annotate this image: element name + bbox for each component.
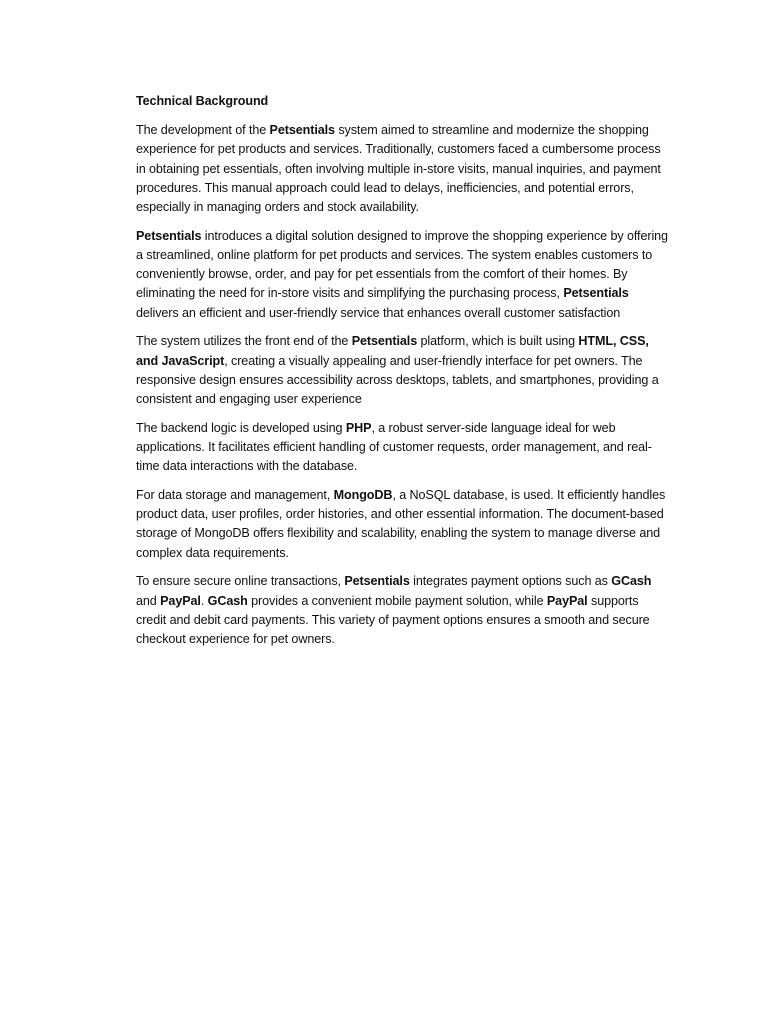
paragraph-text: , a NoSQL database, is used. It efficiently handles product data, user profiles, order histories, and other essential information. The document-based storage of MongoDB offers flexibility and scalability, enabling the system to manage diverse and complex data requirements. [136, 488, 666, 560]
product-name: Petsentials [351, 334, 418, 349]
paragraph-text: The system utilizes the front end of the [136, 334, 352, 349]
paragraph-text: For data storage and management, [136, 488, 334, 503]
payment-option: PayPal [160, 593, 201, 608]
section-heading: Technical Background [136, 94, 269, 108]
frontend-tech: HTML, CSS, and JavaScript [136, 334, 649, 368]
paragraph-text: . [200, 593, 208, 608]
paragraph-text: supports credit and debit card payments. This variety of payment options ensures a smooth and secure checkout experience for pet owners. [136, 593, 650, 647]
paragraph-text: , creating a visually appealing and user-friendly interface for pet owners. The responsive design ensures accessibility across desktops, tablets, and smartphones, providing a consistent and engaging user experience [136, 353, 659, 407]
paragraph-4 [136, 419, 672, 477]
product-name: Petsentials [344, 574, 410, 589]
paragraph-text: platform, which is built using [417, 334, 579, 349]
product-name: Petsentials [136, 228, 202, 243]
paragraph-text: The development of the [136, 123, 270, 138]
database-tech: MongoDB [333, 488, 393, 503]
paragraph-text: delivers an efficient and user-friendly service that enhances overall customer satisfaction [136, 305, 621, 320]
paragraph-2 [136, 227, 672, 323]
paragraph-text: , a robust server-side language ideal for web applications. It facilitates efficient handling of customer requests, order management, and real-time data interactions with the database. [136, 420, 652, 474]
backend-tech: PHP [345, 420, 372, 435]
product-name: Petsentials [269, 123, 335, 138]
document-body [136, 92, 672, 659]
product-name: Petsentials [563, 286, 629, 301]
paragraph-text: To ensure secure online transactions, [136, 574, 345, 589]
paragraph-3 [136, 332, 672, 409]
paragraph-text: introduces a digital solution designed to improve the shopping experience by offering a streamlined, online platform for pet products and services. The system enables customers to conveniently browse, order, and pay for pet essentials from the comfort of their homes. By eliminating the need for in-store visits and simplifying the purchasing process, [136, 228, 668, 301]
paragraph-text: integrates payment options such as [409, 574, 612, 589]
paragraph-1 [136, 121, 672, 217]
paragraph-text: and [136, 593, 161, 608]
paragraph-text: provides a convenient mobile payment solution, while [247, 593, 547, 608]
paragraph-6 [136, 572, 672, 649]
payment-option: GCash [611, 574, 652, 589]
paragraph-5 [136, 486, 672, 563]
paragraph-text: The backend logic is developed using [136, 420, 346, 435]
payment-option: PayPal [546, 593, 588, 608]
paragraph-text: system aimed to streamline and modernize the shopping experience for pet products and services. Traditionally, customers faced a cumbersome process in obtaining pet essentials, often involving multiple in-store visits, manual inquiries, and payment procedures. This manual approach could lead to delays, inefficiencies, and potential errors, especially in managing orders and stock availability. [136, 123, 661, 215]
payment-option: GCash [207, 593, 248, 608]
